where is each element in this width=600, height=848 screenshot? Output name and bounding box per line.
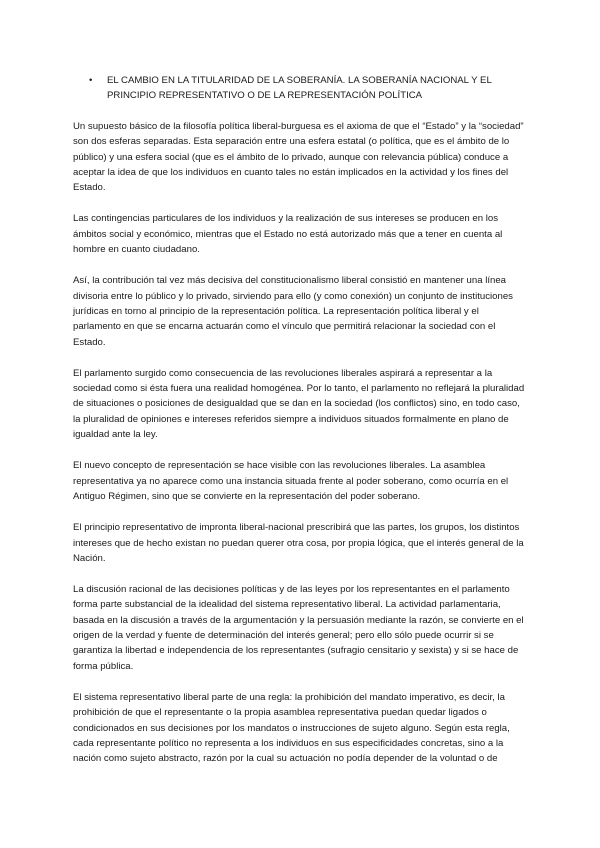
paragraph: Así, la contribución tal vez más decisiva del constitucionalismo liberal consistió en mantener una línea divisoria entre lo público y lo privado, sirviendo para ello (y como conexión) un conjunto de instituciones jurídicas en torno al principio de la representación política. La representación política liberal y el parlamento en que se encarna actuarán como el vínculo que permitirá relacionar la sociedad con el Estado. (73, 275, 513, 348)
paragraph: El nuevo concepto de representación se hace visible con las revoluciones liberales. La asamblea representativa ya no aparece como una instancia situada frente al poder soberano, como ocurría en el Antiguo Régimen, sino que se convierte en la representación del poder soberano. (73, 460, 509, 502)
paragraph: El sistema representativo liberal parte de una regla: la prohibición del mandato imperativo, es decir, la prohibición de que el representante o la propia asamblea representativa puedan quedar ligados o condicionados en sus decisiones por los mandatos o instrucciones de sujeto alguno. Según esta regla, cada representante político no representa a los individuos en sus especificidades concretas, sino a la nación como sujeto abstracto, razón por la cual su actuación no podía depender de la voluntad o de (73, 691, 510, 765)
document-body (73, 119, 528, 782)
paragraph: El parlamento surgido como consecuencia de las revoluciones liberales aspirará a representar a la sociedad como si ésta fuera una realidad homogénea. Por lo tanto, el parlamento no reflejará la pluralidad de situaciones o posiciones de desigualdad que se dan en la sociedad (los conflictos) sino, en todo caso, la pluralidad de opiniones e intereses referidos siempre a individuos situados formalmente en plano de igualdad ante la ley. (73, 367, 525, 441)
bullet-icon: • (89, 75, 93, 86)
section-heading-text: EL CAMBIO EN LA TITULARIDAD DE LA SOBERANÍA. LA SOBERANÍA NACIONAL Y EL PRINCIPIO REPRESENTATIVO O DE LA REPRESENTACIÓN POLÍTICA (107, 75, 492, 102)
paragraph: La discusión racional de las decisiones políticas y de las leyes por los representantes en el parlamento forma parte substancial de la idealidad del sistema representativo liberal. La actividad parlamentaria, basada en la discusión a través de la argumentación y la persuasión mediante la razón, se convierte en el origen de la verdad y fuente de determinación del interés general; pero ello sólo puede ocurrir si se garantiza la libertad e independencia de los representantes (sufragio censitario y sexista) y si se hace de forma pública. (73, 584, 524, 672)
paragraph: El principio representativo de impronta liberal-nacional prescribirá que las partes, los grupos, los distintos intereses que de hecho existan no puedan querer otra cosa, por propia lógica, que el interés general de la Nación. (73, 522, 524, 564)
section-heading (89, 73, 529, 104)
paragraph: Un supuesto básico de la filosofía política liberal-burguesa es el axioma de que el “Estado” y la “sociedad” son dos esferas separadas. Esta separación entre una esfera estatal (o política, que es el ámbito de lo público) y una esfera social (que es el ámbito de lo privado, aunque con relevancia pública) conduce a aceptar la idea de que los individuos en cuanto tales no están implicados en la actividad y los fines del Estado. (73, 121, 524, 194)
paragraph: Las contingencias particulares de los individuos y la realización de sus intereses se producen en los ámbitos social y económico, mientras que el Estado no está autorizado más que a tener en cuenta al hombre en cuanto ciudadano. (73, 213, 503, 256)
